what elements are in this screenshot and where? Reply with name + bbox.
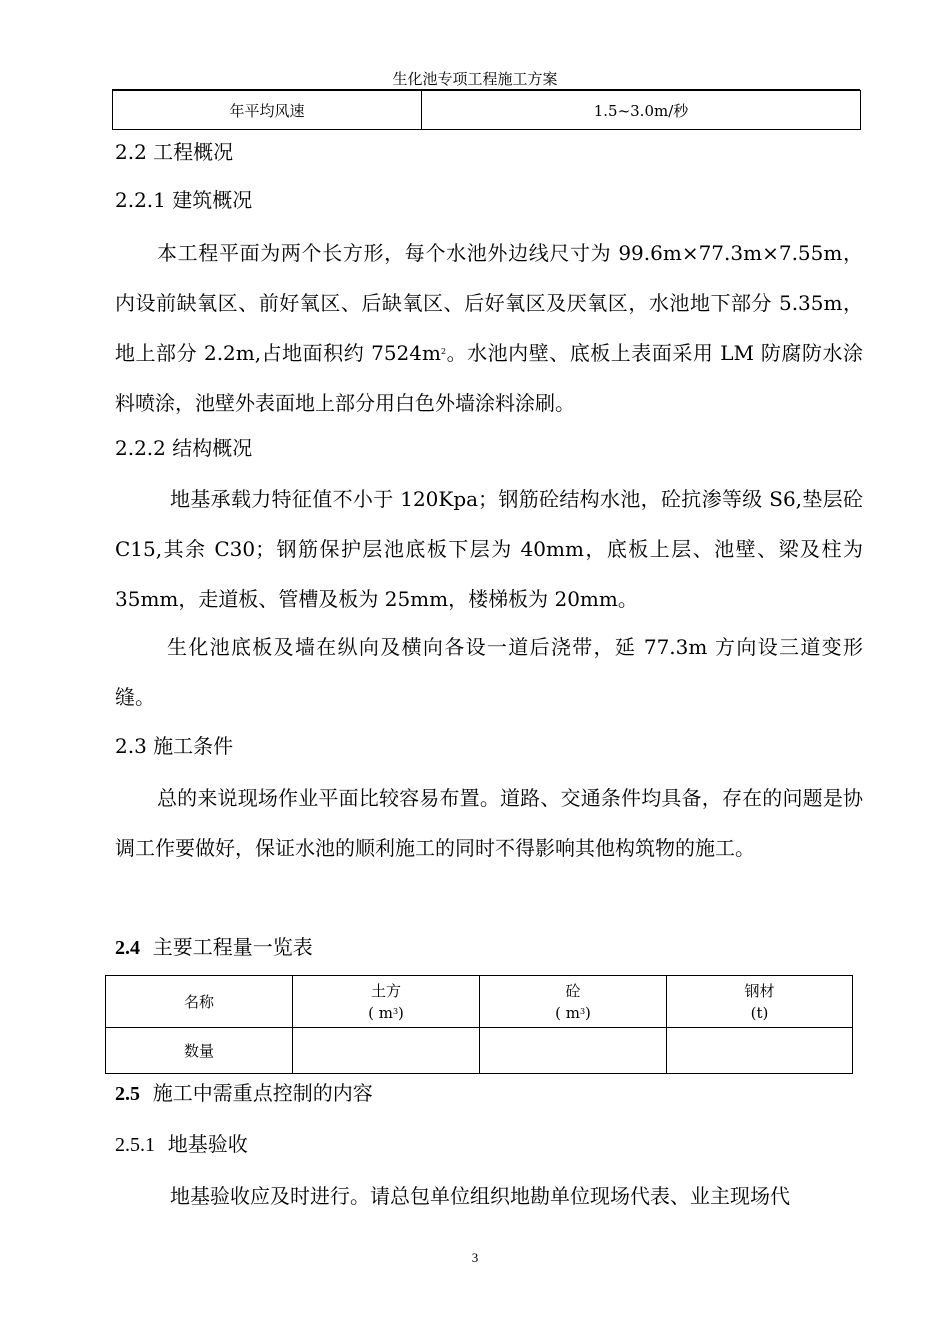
table-row-label: 数量 [106,1028,293,1074]
table-cell [293,1028,480,1074]
table-cell-label: 年平均风速 [113,91,422,130]
column-unit: (t) [750,1003,769,1022]
paragraph-text: 本工程平面为两个长方形，每个水池外边线尺寸为 99.6m×77.3m×7.55m，内设前缺氧区、前好氧区、后缺氧区、后好氧区及厌氧区，水池地下部分 5.35m，地上部分 2.2m,占地面积约 7524m [115,241,863,365]
section-heading-2-3: 2.3 施工条件 [115,734,234,758]
section-title: 施工中需重点控制的内容 [152,1081,373,1105]
section-title: 地基验收 [167,1132,248,1156]
paragraph-text: 地基承载力特征值不小于 120Kpa；钢筋砼结构水池，砼抗渗等级 S6,垫层砼 C15,其余 C30；钢筋保护层池底板下层为 40mm，底板上层、池壁、梁及柱为 35mm，走道板、管槽及板为 25mm，楼梯板为 20mm。 [115,487,863,611]
section-number: 2.5.1 [115,1134,155,1156]
table-row [106,976,853,1028]
column-name: 土方 [370,981,401,1000]
page-number: 3 [471,1250,479,1265]
paragraph-structure-overview [115,474,863,624]
table-cell [480,1028,667,1074]
quantity-table [105,975,853,1074]
climate-table [112,90,861,130]
section-heading-2-2-2: 2.2.2 结构概况 [115,436,253,460]
section-heading-2-5 [115,1081,373,1106]
paragraph-text: 总的来说现场作业平面比较容易布置。道路、交通条件均具备，存在的问题是协调工作要做好，保证水池的顺利施工的同时不得影响其他构筑物的施工。 [115,786,863,860]
column-name: 砼 [565,981,581,1000]
section-title: 主要工程量一览表 [152,935,313,959]
column-unit: ( $m^3$) [555,1003,591,1022]
section-number: 2.4 [115,937,140,959]
paragraph-text: 。水池内壁、底板上表面采用 LM 防腐防水涂料喷涂，池壁外表面地上部分用白色外墙涂料涂刷。 [115,341,863,415]
section-heading-2-2-1: 2.2.1 建筑概况 [115,188,253,212]
paragraph-foundation-acceptance [115,1171,863,1221]
paragraph-text: 地基验收应及时进行。请总包单位组织地勘单位现场代表、业主现场代 [170,1184,790,1208]
section-heading-2-4 [115,935,313,960]
table-cell-value: 1.5~3.0m/秒 [422,91,861,130]
paragraph-text: 生化池底板及墙在纵向及横向各设一道后浇带，延 77.3m 方向设三道变形缝。 [115,635,863,709]
page-header: 生化池专项工程施工方案 [392,70,558,88]
paragraph-building-overview [115,228,863,428]
column-name: 钢材 [744,981,775,1000]
superscript: 2 [440,347,447,356]
section-heading-2-5-1 [115,1132,248,1157]
table-header-cell [480,976,667,1028]
paragraph-construction-conditions [115,773,863,873]
table-row [113,91,861,130]
table-cell [667,1028,853,1074]
table-row [106,1028,853,1074]
section-heading-2-2: 2.2 工程概况 [115,140,234,164]
table-header-cell: 名称 [106,976,293,1028]
section-number: 2.5 [115,1083,140,1105]
paragraph-joints [115,622,863,722]
table-header-cell [293,976,480,1028]
table-header-cell [667,976,853,1028]
column-unit: ( $m^3$) [368,1003,404,1022]
